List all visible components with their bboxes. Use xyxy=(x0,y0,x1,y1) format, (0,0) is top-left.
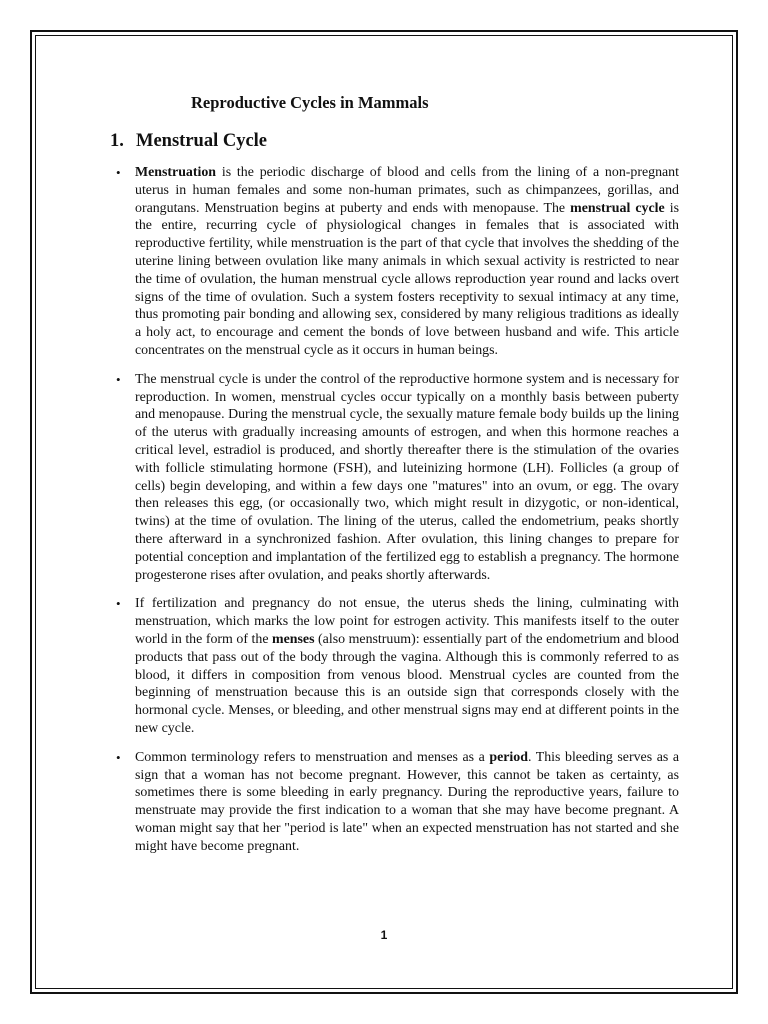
bullet-item-3 xyxy=(116,595,679,737)
bullet-list xyxy=(116,164,679,866)
paragraph-run: . This bleeding serves as a sign that a woman has not become pregnant. However, this cannot be taken as certainty, as sometimes there is some bleeding in early pregnancy. During the reproductive years, failure to menstruate may provide the first indication to a woman that she may have become pregnant. A woman might say that her "period is late" when an expected menstruation has not started and she might have become pregnant. xyxy=(135,749,679,854)
paragraph-run: If fertilization and pregnancy do not ensue, the uterus sheds the lining, culminating with menstruation, which marks the low point for estrogen activity. This manifests itself to the outer world in the form of the xyxy=(135,596,679,647)
bullet-icon: • xyxy=(116,749,121,765)
bullet-icon: • xyxy=(116,165,121,180)
bullet-text xyxy=(135,165,679,358)
bullet-item-1 xyxy=(116,164,679,360)
paragraph-run: Common terminology refers to menstruation and menses as a xyxy=(135,749,490,765)
bold-term: menstrual cycle xyxy=(570,200,665,216)
bullet-item-4 xyxy=(116,749,679,856)
section-heading xyxy=(110,129,267,153)
bold-term: period xyxy=(489,749,528,765)
section-number: 1. xyxy=(110,131,124,151)
paragraph-run: (also menstruum): essentially part of the endometrium and blood products that pass out of the body through the vagina. Although this is commonly referred to as blood, it differs in composition from venous blood. Menstrual cycles are counted from the beginning of menstruation because this is an outside sign that corresponds closely with the hormonal cycle. Menses, or bleeding, and other menstrual signs may end at different points in the new cycle. xyxy=(135,631,679,736)
bullet-text xyxy=(135,372,679,583)
paragraph-run: is the entire, recurring cycle of physiological changes in females that is associated with reproductive fertility, while menstruation is the part of that cycle that involves the shedding of the uterine lining between ovulation like many animals in which sexual activity is restricted to near the time of ovulation, the human menstrual cycle allows reproduction year round and lacks overt signs of the time of ovulation. Such a system fosters receptivity to sexual intimacy at any time, thus promoting pair bonding and allowing sex, considered by many religious traditions as ideally a holy act, to encourage and cement the bonds of love between husband and wife. This article concentrates on the menstrual cycle as it occurs in human beings. xyxy=(135,200,679,358)
bullet-text xyxy=(135,596,679,736)
paragraph-run: The menstrual cycle is under the control of the reproductive hormone system and is necessary for reproduction. In women, menstrual cycles occur typically on a monthly basis between puberty and menopause. During the menstrual cycle, the sexually mature female body builds up the lining of the uterus with gradually increasing amounts of estrogen, and when this hormone reaches a critical level, estradiol is produced, and shortly thereafter there is the stimulation of the ovaries with follicle stimulating hormone (FSH), and luteinizing hormone (LH). Follicles (a group of cells) begin developing, and within a few days one "matures" into an ovum, or egg. The ovary then releases this egg, (or occasionally two, which might result in dizygotic, or non-identical, twins) at the time of ovulation. The lining of the uterus, called the endometrium, peaks shortly there afterward in a synchronized fashion. After ovulation, this lining changes to prepare for potential conception and implantation of the fertilized egg to establish a pregnancy. The hormone progesterone rises after ovulation, and peaks shortly afterwards. xyxy=(135,371,679,583)
page-number: 1 xyxy=(380,928,388,942)
paragraph-run: is the periodic discharge of blood and cells from the lining of a non-pregnant uterus in human females and some non-human primates, such as chimpanzees, gorillas, and orangutans. Menstruation begins at puberty and ends with menopause. The xyxy=(135,165,679,216)
bullet-item-2 xyxy=(116,371,679,585)
bullet-icon: • xyxy=(116,371,121,387)
bold-term: Menstruation xyxy=(135,165,217,180)
bullet-text xyxy=(135,750,679,854)
document-title: Reproductive Cycles in Mammals xyxy=(191,93,429,112)
bullet-icon: • xyxy=(116,596,121,612)
bold-term: menses xyxy=(272,631,315,647)
section-heading-text: Menstrual Cycle xyxy=(136,131,268,151)
